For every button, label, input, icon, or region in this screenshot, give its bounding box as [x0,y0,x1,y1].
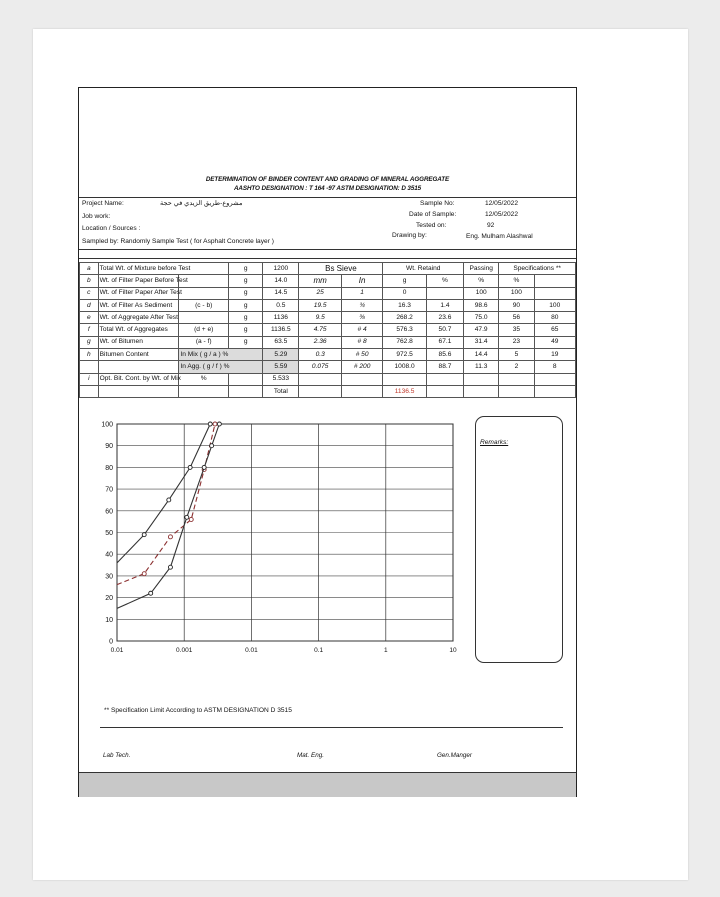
table-cell: 23 [499,336,534,348]
table-cell: g [229,312,263,324]
table-row [80,312,576,324]
project-value: مشروع-طريق الزيدي في حجة [160,200,243,207]
table-cell: 63.5 [263,336,299,348]
table-row [80,324,576,336]
table-cell [299,373,341,385]
table-cell [98,385,179,397]
spec-note: ** Specification Limit According to ASTM DESIGNATION D 3515 [104,707,292,714]
data-point [185,515,189,519]
table-cell: 0.075 [299,361,341,373]
data-point [168,535,172,539]
divider [79,249,576,250]
table-cell: g [229,287,263,299]
table-cell: 98.6 [464,299,499,311]
table-cell: g [229,324,263,336]
data-point [149,591,153,595]
x-tick-label: 0.01 [245,647,258,654]
y-tick-label: 70 [105,486,113,494]
table-cell: Total Wt. of Aggregates [98,324,179,336]
table-cell: 4.75 [299,324,341,336]
table-cell [179,287,229,299]
table-cell [426,287,463,299]
data-point [208,422,212,426]
table-cell: 1200 [263,263,299,275]
table-cell: Wt. Retaind [383,263,464,275]
divider [79,258,576,259]
table-cell: 762.8 [383,336,426,348]
gen-manager-signature: Gen.Manger [437,752,473,759]
table-cell: Bs Sieve [299,263,383,275]
y-tick-label: 30 [105,573,113,581]
gradation-chart [90,412,470,662]
table-cell: 1136 [263,312,299,324]
table-cell: h [80,349,99,361]
table-cell [179,312,229,324]
table-cell: 972.5 [383,349,426,361]
table-cell: 1136.5 [263,324,299,336]
table-cell [299,385,341,397]
mat-eng-signature: Mat. Eng. [297,752,324,759]
table-cell [179,385,229,397]
table-cell [534,287,576,299]
table-cell: 49 [534,336,576,348]
table-cell: 50.7 [426,324,463,336]
y-tick-label: 90 [105,443,113,451]
x-tick-label: 1 [383,647,388,654]
table-cell: ¾ [341,299,382,311]
table-row [80,373,576,385]
table-cell [534,385,576,397]
table-cell: 1008.0 [383,361,426,373]
table-cell: Opt. Bit. Cont. by Wt. of Mix [98,373,179,385]
table-cell [341,385,382,397]
table-cell: # 4 [341,324,382,336]
footer-bar [79,772,576,797]
table-cell: In Mix ( g / a ) % [179,349,263,361]
table-cell [98,361,179,373]
table-cell: 2 [499,361,534,373]
table-cell: Bitumen Content [98,349,179,361]
table-cell: % [179,373,229,385]
table-cell: 75.0 [464,312,499,324]
data-point [167,498,171,502]
table-cell: 5.29 [263,349,299,361]
table-cell: g [229,263,263,275]
table-header-row [80,263,576,275]
table-cell: f [80,324,99,336]
table-cell [426,385,463,397]
table-cell: Wt. of Aggregate After Test [98,312,179,324]
table-cell: g [229,299,263,311]
divider [79,197,576,198]
table-row [80,349,576,361]
table-cell: # 8 [341,336,382,348]
results-table [79,262,576,398]
table-cell: 25 [299,287,341,299]
tested-value: 92 [487,222,495,229]
table-cell: 56 [499,312,534,324]
table-cell [464,373,499,385]
table-cell: 47.9 [464,324,499,336]
table-cell: 1 [341,287,382,299]
table-cell: 11.3 [464,361,499,373]
table-cell: Wt. of Filter As Sediment [98,299,179,311]
table-cell [341,373,382,385]
data-point [142,533,146,537]
table-cell [80,385,99,397]
table-cell [229,385,263,397]
project-label: Project Name: [82,200,124,207]
y-tick-label: 40 [105,551,113,559]
drawing-label: Drawing by: [392,232,427,239]
y-tick-label: 20 [105,595,113,603]
table-cell: 2.36 [299,336,341,348]
x-tick-label: 0.1 [314,647,324,654]
x-tick-label: 0.001 [176,647,193,654]
table-cell: % [426,275,463,287]
location-label: Location / Sources : [82,225,141,232]
sample-no-label: Sample No: [420,200,455,207]
table-row [80,287,576,299]
table-cell: 0.5 [263,299,299,311]
table-cell: g [229,275,263,287]
remarks-label: Remarks: [480,439,509,446]
table-cell: Total Wt. of Mixture before Test [98,263,228,275]
data-point [168,565,172,569]
table-cell: a [80,263,99,275]
table-cell: 67.1 [426,336,463,348]
table-cell: 100 [464,287,499,299]
table-cell: 88.7 [426,361,463,373]
table-cell: b [80,275,99,287]
divider [100,727,563,728]
table-cell [383,373,426,385]
table-cell: 80 [534,312,576,324]
data-point [217,422,221,426]
report-designation: AASHTO DESIGNATION : T 164 -97 ASTM DESIGNATION: D 3515 [233,185,422,192]
lab-tech-signature: Lab Tech. [103,752,131,759]
tested-label: Tested on: [416,222,447,229]
date-label: Date of Sample: [409,211,457,218]
table-cell: (d + e) [179,324,229,336]
job-label: Job work: [82,213,111,220]
sampled-by: Sampled by: Randomly Sample Test ( for Asphalt Concrete layer ) [82,238,274,245]
table-cell: 1136.5 [383,385,426,397]
table-cell: 85.6 [426,349,463,361]
table-cell: g [383,275,426,287]
table-cell [426,373,463,385]
table-cell: # 50 [341,349,382,361]
y-tick-label: 50 [105,530,113,537]
table-row [80,275,576,287]
table-cell: Wt. of Filter Paper Before Test [98,275,179,287]
series-line [117,424,219,608]
table-cell: 100 [534,299,576,311]
table-cell: 9.5 [299,312,341,324]
table-cell: 1.4 [426,299,463,311]
table-cell: 5 [499,349,534,361]
table-cell: 14.4 [464,349,499,361]
table-cell: 5.59 [263,361,299,373]
table-cell: 8 [534,361,576,373]
data-point [213,422,217,426]
table-row [80,299,576,311]
sample-no-value: 12/05/2022 [485,200,519,207]
table-cell: 65 [534,324,576,336]
data-point [202,465,206,469]
table-cell: 90 [499,299,534,311]
table-cell: In [341,275,382,287]
table-cell: 0 [383,287,426,299]
table-cell: (a - f) [179,336,229,348]
total-row [80,385,576,397]
table-cell: % [464,275,499,287]
y-tick-label: 80 [105,464,113,472]
table-cell: ⅜ [341,312,382,324]
table-cell: % [499,275,534,287]
table-cell: Total [263,385,299,397]
table-cell: d [80,299,99,311]
table-cell: g [229,336,263,348]
table-cell: Wt. of Filter Paper After Test [98,287,179,299]
table-cell: 16.3 [383,299,426,311]
table-cell: c [80,287,99,299]
data-point [210,444,214,448]
table-cell: e [80,312,99,324]
table-cell: In Agg. ( g / f ) % [179,361,263,373]
table-cell [534,275,576,287]
table-cell: (c - b) [179,299,229,311]
y-tick-label: 100 [101,421,113,429]
table-cell: Passing [464,263,499,275]
table-cell [499,385,534,397]
table-cell: 5.533 [263,373,299,385]
table-cell: Wt. of Bitumen [98,336,179,348]
data-point [142,572,146,576]
data-point [188,465,192,469]
y-tick-label: 60 [105,508,113,516]
x-tick-label: 0.01 [110,647,124,654]
series-line [117,424,210,563]
data-point [189,517,193,521]
table-cell: 100 [499,287,534,299]
date-value: 12/05/2022 [485,211,519,218]
y-tick-label: 10 [105,616,113,624]
table-cell [534,373,576,385]
table-cell: 576.3 [383,324,426,336]
drawing-value: Eng. Mulham Alashwal [466,233,533,240]
remarks-box [475,416,563,663]
table-cell [464,385,499,397]
table-cell: # 200 [341,361,382,373]
table-cell: mm [299,275,341,287]
table-cell: 31.4 [464,336,499,348]
table-cell: 35 [499,324,534,336]
table-row [80,361,576,373]
table-cell: i [80,373,99,385]
report-title: DETERMINATION OF BINDER CONTENT AND GRADING OF MINERAL AGGREGATE [205,176,450,183]
table-cell: 23.6 [426,312,463,324]
y-tick-label: 0 [109,638,113,646]
table-cell: 19 [534,349,576,361]
table-cell: 268.2 [383,312,426,324]
table-cell: 19.5 [299,299,341,311]
table-row [80,336,576,348]
table-cell [229,373,263,385]
table-cell: 14.0 [263,275,299,287]
table-cell: Specifications ** [499,263,576,275]
x-tick-label: 10 [449,647,457,654]
table-cell [499,373,534,385]
table-cell [80,361,99,373]
table-cell: 14.5 [263,287,299,299]
table-cell: g [80,336,99,348]
table-cell: 0.3 [299,349,341,361]
